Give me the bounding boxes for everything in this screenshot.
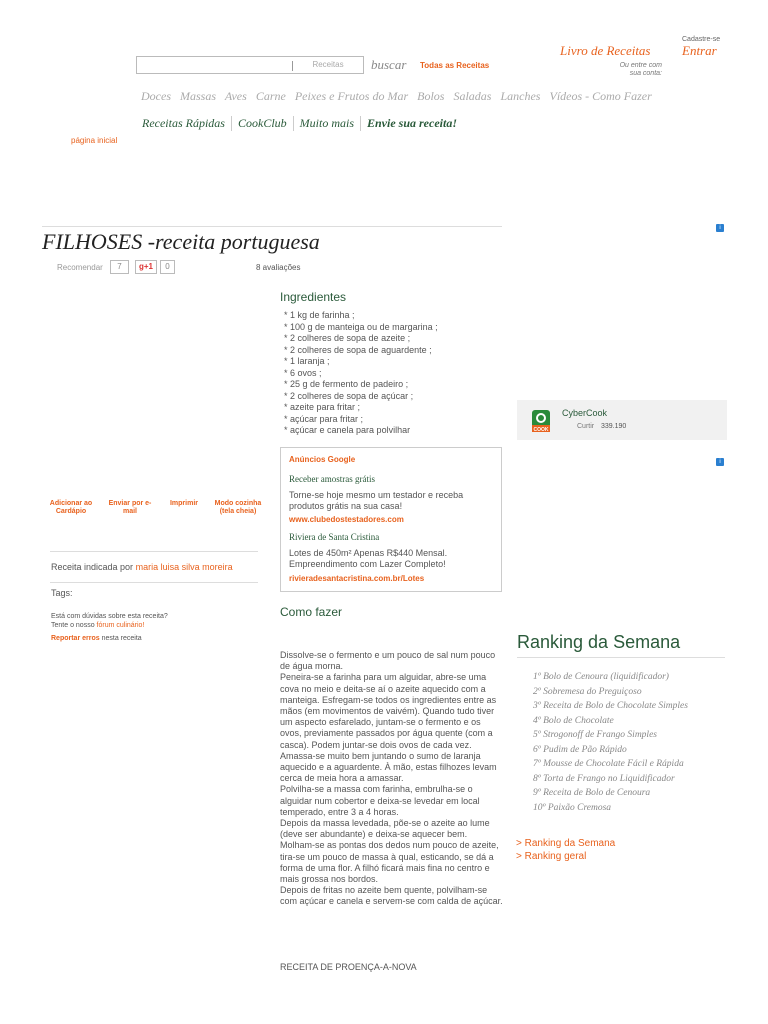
rating-count: 8 avaliações (256, 263, 301, 272)
email-button[interactable]: Enviar por e-mail (108, 500, 152, 515)
report-errors (51, 635, 142, 642)
category-massas[interactable]: Massas (180, 89, 217, 103)
login-with-text (604, 62, 662, 78)
ranking-week-link[interactable]: > Ranking da Semana (516, 838, 616, 849)
ingredient-item: * azeite para fritar ; (284, 402, 361, 412)
report-errors-suffix: nesta receita (101, 635, 142, 642)
ranking-heading: Ranking da Semana (517, 632, 681, 652)
secondary-nav (136, 116, 463, 131)
kitchen-mode-button[interactable]: Modo cozinha (tela cheia) (214, 500, 262, 515)
ingredient-item: * 2 colheres de sopa de azeite ; (284, 333, 411, 343)
category-doces[interactable]: Doces (141, 89, 171, 103)
search-scope-select[interactable]: Receitas (312, 60, 344, 69)
ranking-item[interactable]: 4º Bolo de Chocolate (533, 715, 614, 726)
ranking-item[interactable]: 6º Pudim de Pão Rápido (533, 744, 627, 755)
ingredient-item: * 1 laranja ; (284, 356, 330, 366)
search-divider (292, 61, 293, 71)
recommended-by-user-link[interactable]: maria luisa silva moreira (135, 562, 233, 572)
divider (50, 582, 258, 583)
like-button[interactable]: Curtir (577, 423, 595, 430)
adchoices-icon[interactable]: i (716, 458, 724, 466)
adchoices-icon[interactable]: i (716, 224, 724, 232)
ad-url[interactable]: www.clubedostestadores.com (289, 515, 404, 524)
ranking-divider (517, 657, 725, 658)
print-button[interactable]: Imprimir (169, 500, 198, 507)
ranking-item[interactable]: 7º Mousse de Chocolate Fácil e Rápida (533, 759, 684, 769)
how-to-text: Dissolve-se o fermento e um pouco de sal num pouco de água morna. Peneira-se a farinha para um alguidar, abre-se uma cova no meio e deita-se aí o azeite aquecido com a manteiga. Esfregam-se todos os ingredientes entre as mãos (em movimentos de vaivém). Quando tudo tiver um aspecto esfarelado, juntam-se o fermento e os ovos, previamente passados por água quente (com a casca). Podem juntar-se dois ovos de cada vez. Amassa-se muito bem juntando o sumo de laranja aquecido e a aguardente. À mão, estas filhozes levam cerca de meia hora a amassar. Polvilha-se a massa com farinha, embrulha-se o alguidar num cobertor e deixa-se levedar em local temperado, entre 3 a 4 horas. Depois da massa levedada, põe-se o azeite ao lume (deve ser abundante) e deixa-se aquecer bem. Molham-se as pontas dos dedos num pouco de azeite, tira-se um pouco de massa à qual, esticando, se dá a forma de uma flor. A filhó ficará mais fina no centro e mais grossa nos bordos. Depois de fritas no azeite bem quente, polvilham-se com açúcar e canela e servem-se com calda de açúcar. (280, 650, 503, 907)
ingredient-item: * açúcar para fritar ; (284, 413, 364, 424)
nav-muito-mais[interactable]: Muito mais (294, 116, 361, 131)
category-carne[interactable]: Carne (255, 89, 286, 103)
ranking-general-link[interactable]: > Ranking geral (516, 851, 587, 862)
ingredient-item: * 100 g de manteiga ou de margarina ; (284, 321, 438, 332)
ingredients-heading: Ingredientes (280, 290, 347, 304)
like-count: 339.190 (601, 423, 627, 430)
help-question: Está com dúvidas sobre esta receita? (51, 613, 168, 620)
recommended-by-label: Receita indicada por (51, 562, 134, 572)
recommended-by (51, 562, 233, 572)
category-nav (141, 89, 658, 104)
category-aves[interactable]: Aves (224, 89, 247, 103)
help-text (51, 612, 168, 630)
report-errors-link[interactable]: Reportar erros (51, 635, 100, 642)
breadcrumb-home-link[interactable]: página inicial (71, 136, 118, 145)
gplus-g-icon: g (138, 262, 144, 271)
category-peixes[interactable]: Peixes e Frutos do Mar (294, 89, 409, 103)
ingredient-item: * açúcar e canela para polvilhar (284, 425, 411, 435)
login-with-line1: Ou entre com (619, 62, 662, 69)
ingredient-item: * 25 g de fermento de padeiro ; (284, 379, 409, 389)
ranking-item[interactable]: 1º Bolo de Cenoura (liquidificador) (533, 672, 669, 682)
title-divider (42, 226, 502, 227)
ranking-item[interactable]: 5º Strogonoff de Frango Simples (533, 730, 657, 740)
ad-title[interactable]: Riviera de Santa Cristina (289, 532, 380, 542)
category-videos[interactable]: Vídeos - Como Fazer (549, 89, 652, 103)
gplus-count: 0 (160, 260, 175, 274)
tags-label: Tags: (51, 588, 73, 598)
cybercook-logo-text: COOK (533, 427, 549, 433)
ingredient-item: * 6 ovos ; (284, 367, 322, 378)
recommend-label: Recomendar (57, 263, 103, 272)
cybercook-page-link[interactable]: CyberCook (562, 408, 608, 418)
recommend-count[interactable]: 7 (110, 260, 129, 274)
help-forum-prefix: Tente o nosso (51, 622, 95, 629)
ranking-item[interactable]: 2º Sobremesa do Preguiçoso (533, 686, 642, 697)
how-to-heading: Como fazer (280, 605, 343, 619)
nav-receitas-rapidas[interactable]: Receitas Rápidas (136, 116, 232, 131)
page-title: FILHOSES -receita portuguesa (42, 229, 320, 254)
ad-text: Torne-se hoje mesmo um testador e receba produtos grátis na sua casa! (289, 490, 464, 511)
category-saladas[interactable]: Saladas (453, 89, 492, 103)
ranking-item[interactable]: 8º Torta de Frango no Liquidificador (533, 773, 675, 784)
forum-link[interactable]: fórum culinário! (96, 622, 145, 629)
ad-title[interactable]: Receber amostras grátis (289, 474, 375, 484)
ingredient-item: * 2 colheres de sopa de açúcar ; (284, 390, 414, 401)
add-to-menu-button[interactable]: Adicionar ao Cardápio (49, 500, 93, 515)
divider (50, 551, 258, 552)
category-bolos[interactable]: Bolos (417, 89, 445, 103)
search-button[interactable]: buscar (371, 57, 407, 72)
category-lanches[interactable]: Lanches (500, 89, 541, 103)
nav-cookclub[interactable]: CookClub (232, 116, 294, 131)
all-recipes-link[interactable]: Todas as Receitas (420, 61, 490, 70)
gplus-button[interactable] (135, 260, 157, 274)
ranking-list (533, 670, 713, 815)
ads-label[interactable]: Anúncios Google (289, 455, 356, 464)
ingredient-item: * 1 kg de farinha ; (284, 310, 355, 320)
ingredient-item: * 2 colheres de sopa de aguardente ; (284, 344, 432, 355)
ranking-item[interactable]: 10º Paixão Cremosa (533, 802, 612, 813)
ranking-item[interactable]: 3º Receita de Bolo de Chocolate Simples (533, 701, 688, 711)
ad-url[interactable]: rivieradesantacristina.com.br/Lotes (289, 574, 425, 583)
ad-text: Lotes de 450m² Apenas R$440 Mensal. Empreendimento com Lazer Completo! (289, 548, 448, 569)
help-forum-line (51, 621, 168, 630)
cybercook-logo-icon (530, 408, 552, 434)
recipe-origin: RECEITA DE PROENÇA-A-NOVA (280, 962, 417, 972)
ingredients-list (284, 310, 438, 437)
login-link[interactable]: Entrar (682, 43, 717, 58)
gplus-label: +1 (143, 262, 153, 271)
login-with-line2: sua conta: (629, 70, 662, 77)
recipe-book-link[interactable]: Livro de Receitas (560, 43, 651, 58)
ranking-item[interactable]: 9º Receita de Bolo de Cenoura (533, 788, 651, 798)
nav-envie-receita[interactable]: Envie sua receita! (367, 116, 457, 130)
signup-link[interactable]: Cadastre-se (682, 36, 721, 43)
